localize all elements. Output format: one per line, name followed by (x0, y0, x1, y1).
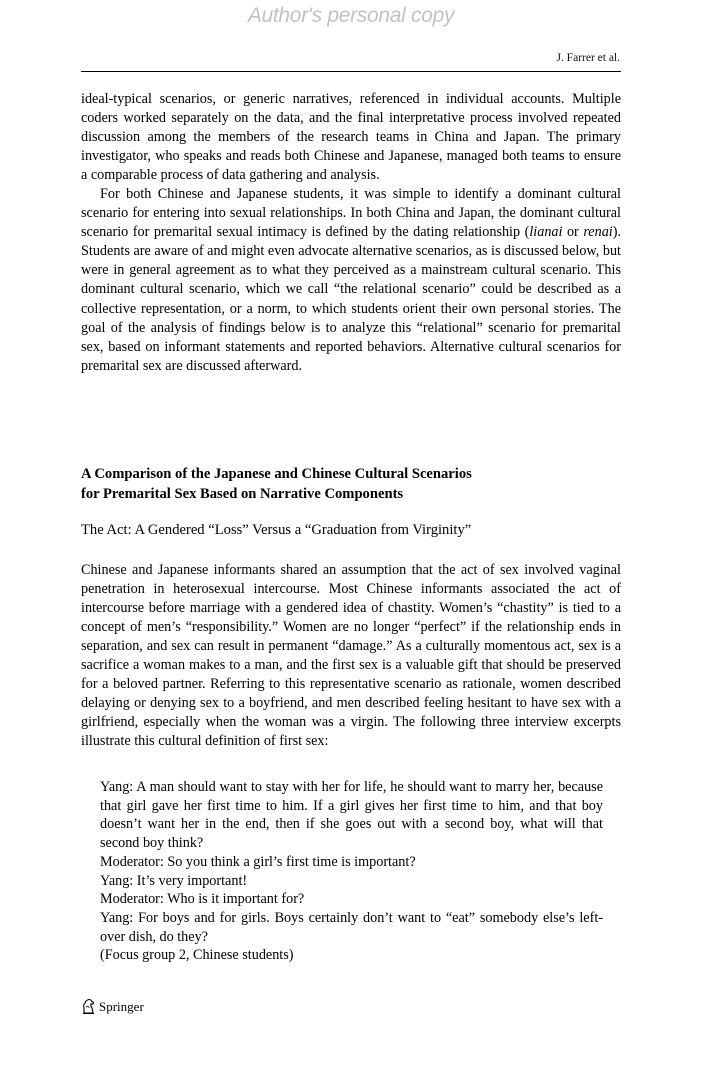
body-text-top (81, 90, 621, 376)
interview-excerpt (100, 778, 603, 965)
excerpt-line: Moderator: Who is it important for? (100, 891, 305, 908)
italic-term: lianai (529, 224, 563, 241)
text-segment: or (562, 224, 584, 241)
section-heading (81, 464, 621, 504)
paragraph (81, 90, 621, 185)
body-text-main (81, 561, 621, 751)
running-head: J. Farrer et al. (556, 52, 620, 64)
watermark: Author's personal copy (247, 4, 455, 27)
footer (81, 998, 144, 1015)
text-segment: For both Chinese and Japanese students, it was simple to identify a dominant cultural scenario for entering into sexual relationships. In both China and Japan, the dominant cultural scenario for premarital sexual intimacy is defined by the dating relationship ( (81, 186, 621, 241)
excerpt-line: Yang: For boys and for girls. Boys certainly don’t want to “eat” somebody else’s left-over dish, do they? (100, 909, 603, 945)
section-heading-line-1: A Comparison of the Japanese and Chinese Cultural Scenarios (81, 466, 472, 482)
text-segment: ). Students are aware of and might even advocate alternative scenarios, as is discussed below, but were in general agreement as to what they perceived as a mainstream cultural scenario. This dominant cultural scenario, which we call “the relational scenario” could be described as a collective representation, or a norm, to which students orient their own personal stories. The goal of the analysis of findings below is to analyze this “relational” scenario for premarital sex, based on informant statements and reported behaviors. Alternative cultural scenarios for premarital sex are discussed afterward. (81, 224, 622, 374)
publisher-name: Springer (99, 998, 144, 1014)
paragraph: Chinese and Japanese informants shared an assumption that the act of sex involved vaginal penetration in heterosexual intercourse. Most Chinese informants associated the act of intercourse before marriage with a gendered idea of chastity. Women’s “chastity” is tied to a concept of men’s “responsibility.” Women are no longer “perfect” if the relationship ends in separation, and sex can result in permanent “damage.” As a culturally momentous act, sex is a sacrifice a woman makes to a man, and the first sex is a valuable gift that should be preserved for a beloved partner. Referring to this representative scenario as rationale, women described delaying or denying sex to a boyfriend, and men described feeling hesitant to have sex with a girlfriend, especially when the woman was a virgin. The following three interview excerpts illustrate this cultural definition of first sex: (81, 562, 621, 750)
section-heading-line-2: for Premarital Sex Based on Narrative Components (81, 486, 404, 502)
subsection-heading: The Act: A Gendered “Loss” Versus a “Graduation from Virginity” (81, 522, 472, 538)
excerpt-line: (Focus group 2, Chinese students) (100, 947, 294, 964)
header-rule (81, 71, 621, 72)
excerpt-line: Moderator: So you think a girl’s first time is important? (100, 853, 416, 870)
text-segment: ideal-typical scenarios, or generic narratives, referenced in individual accounts. Multiple coders worked separately on the data, and the final interpretative process involved repeated discussion among the members of the research teams in China and Japan. The primary investigator, who speaks and reads both Chinese and Japanese, managed both teams to ensure a comparable process of data gathering and analysis. (81, 91, 621, 184)
paragraph (81, 185, 621, 375)
springer-horse-icon (81, 998, 96, 1015)
excerpt-line: Yang: A man should want to stay with her for life, he should want to marry her, because that girl gave her first time to him. If a girl gives her first time to him, and that boy doesn’t want her in the end, then if she goes out with a second boy, what will that second boy think? (100, 779, 603, 852)
excerpt-line: Yang: It’s very important! (100, 872, 248, 889)
italic-term: renai (583, 224, 613, 241)
